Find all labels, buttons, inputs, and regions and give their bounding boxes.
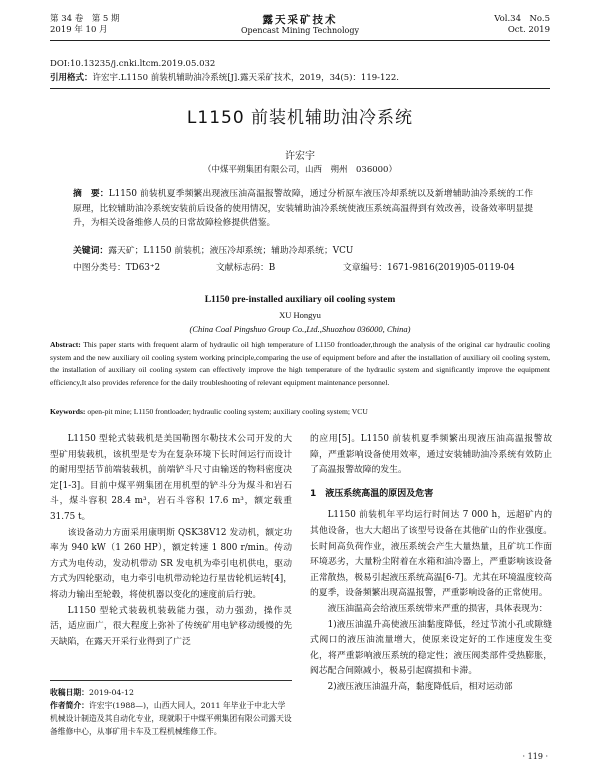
header-rule [50,40,550,41]
author-en: XU Hongyu [279,310,321,320]
meta-rule [50,88,550,89]
body-column-left [50,432,292,650]
page-number: · 119 · [522,752,548,761]
author-bio-text: 许宏宇(1988—)，山西大同人，2011 年毕业于中北大学机械设计制造及其自动化专业，现就职于中煤平朔集团有限公司露天设备维修中心，从事矿用卡车及工程机械维修工作。 [50,701,292,736]
citation [50,72,399,84]
affiliation-cn: （中煤平朔集团有限公司，山西 朔州 036000） [203,165,397,175]
paragraph: L1150 前装机年平均运行时间达 7 000 h，远超矿内的其他设备，也大大超出了该型号设备在其他矿山的作业强度。长时间高负荷作业，液压系统会产生大量热量，且矿坑工作面环境恶劣，大量粉尘附着在水箱和油冷器上，严重影响该设备正常散热，极易引起液压系统高温[6-7]。尤其在环境温度较高的夏季，设备频繁出现高温报警，严重影响设备的正常使用。 [310,510,552,599]
author-bio [50,699,292,738]
abstract-en [50,339,550,389]
keywords-en [50,406,550,418]
author-bio-label: 作者简介： [50,701,89,710]
abstract-cn [73,187,533,231]
paragraph: 该设备动力方面采用康明斯 QSK38V12 发动机，额定功率为 940 kW（1 260 HP），额定转速 1 800 r/min。传动方式为电传动，发动机带动 SR 发电机为牵引电机供电，驱动方式为四轮驱动，电力牵引电机带动轮边行星齿轮机运转[4]，将动力输出至轮毂，将使机器以变化的速度前后行驶。 [50,527,292,600]
keywords-text-cn: 露天矿；L1150 前装机；液压冷却系统；辅助冷却系统；VCU [108,246,354,256]
keywords-text-en: open-pit mine; L1150 frontloader; hydraulic cooling system; auxiliary cooling system; VCU [87,407,368,416]
affiliation-en: (China Coal Pingshuo Group Co.,Ltd.,Shuozhou 036000, China) [189,324,411,334]
article-number: 文章编号：1671-9816(2019)05-0119-04 [343,263,515,273]
document-code: 文献标志码：B [216,263,276,273]
body-column-right [310,432,552,696]
footnotes [50,686,292,738]
article-title-cn: L1150 前装机辅助油冷系统 [186,108,414,128]
header-volume-en: Vol.34 No.5 [494,14,550,24]
section-heading: 1 液压系统高温的原因及危害 [310,488,434,499]
journal-title-en: Opencast Mining Technology [240,26,360,35]
citation-text: 许宏宇.L1150 前装机辅助油冷系统[J].露天采矿技术，2019，34(5)：119-122. [92,73,399,83]
paragraph: 2)液压液压油温升高，黏度降低后，相对运动部 [327,681,513,692]
keywords-en-label: Keywords: [50,407,86,416]
abstract-text-en: This paper starts with frequent alarm of hydraulic oil high temperature of L1150 frontloader,through the analysis of the original car hydraulic cooling system and the new auxiliary oil cooling system working principle,comparing the use of equipment before and after the installation of auxiliary oil cooling system, the installation of auxiliary oil cooling system can effectively improve the high temperature of the hydraulic system and significantly improve the equipment efficiency,It also provides reference for the daily troubleshooting of relevant equipment maintenance personnel. [50,340,550,387]
keywords-cn [73,245,533,258]
header-volume: 第 34 卷 第 5 期 [50,14,120,24]
received-value: 2019-04-12 [88,688,134,697]
footnote-rule [50,680,292,681]
header-issue-info-en [494,14,550,36]
header-date: 2019 年 10 月 [50,25,108,35]
clc-number: 中图分类号：TD63⁺2 [73,263,161,273]
abstract-label: 摘 要： [73,189,109,199]
received-label: 收稿日期： [50,688,89,697]
journal-title-cn: 露天采矿技术 [262,14,338,26]
paragraph: L1150 型轮式装载机装载能力强，动力强劲，操作灵活，适应面广，很大程度上弥补了传统矿用电铲移动缓慢的先天缺陷，在露天开采行业得到了广泛 [50,605,292,647]
received-date [50,686,292,699]
abstract-text-cn: L1150 前装机夏季频繁出现液压油高温报警故障，通过分析原车液压冷却系统以及新增辅助油冷系统的工作原理，比较辅助油冷系统安装前后设备的使用情况，安装辅助油冷系统使液压系统高温得到有效改善，设备效率明显提升，为相关设备维修人员的日常故障检修提供借鉴。 [73,189,533,228]
header-date-en: Oct. 2019 [507,25,550,35]
abstract-en-label: Abstract: [50,340,81,349]
paragraph: 液压油温高会给液压系统带来严重的损害，具体表现为： [327,603,548,614]
paragraph: 的应用[5]。L1150 前装机夏季频繁出现液压油高温报警故障，严重影响设备使用效率，通过安装辅助油冷系统有效防止了高温报警故障的发生。 [310,434,552,476]
paragraph: 1)液压油温升高使液压油黏度降低，经过节流小孔或隙缝式阀口的液压油流量增大，使原来设定好的工作速度发生变化，将严重影响液压系统的稳定性；液压阀类部件受热膨胀，阀芯配合间隙减小，极易引起腐损和卡滞。 [310,619,552,677]
doi: DOI:10.13235/j.cnki.ltcm.2019.05.032 [50,59,216,69]
author-cn: 许宏宇 [285,151,315,162]
keywords-label: 关键词： [73,246,109,256]
article-title-en: L1150 pre-installed auxiliary oil cooling system [204,295,396,305]
citation-label: 引用格式： [50,73,93,83]
paragraph: L1150 型轮式装载机是美国勒图尔勒技术公司开发的大型矿用装载机，该机型是专为在复杂环境下长时间运行而设计的耐用型括节前端装载机，前端铲斗尺寸由输送的物料密度决定[1-3]。目前中煤平朔集团在用机型的铲斗分为煤斗和岩石斗，煤斗容积 28.4 m³，岩石斗容积 17.6 m³，额定载重 31.75 t。 [50,434,292,522]
